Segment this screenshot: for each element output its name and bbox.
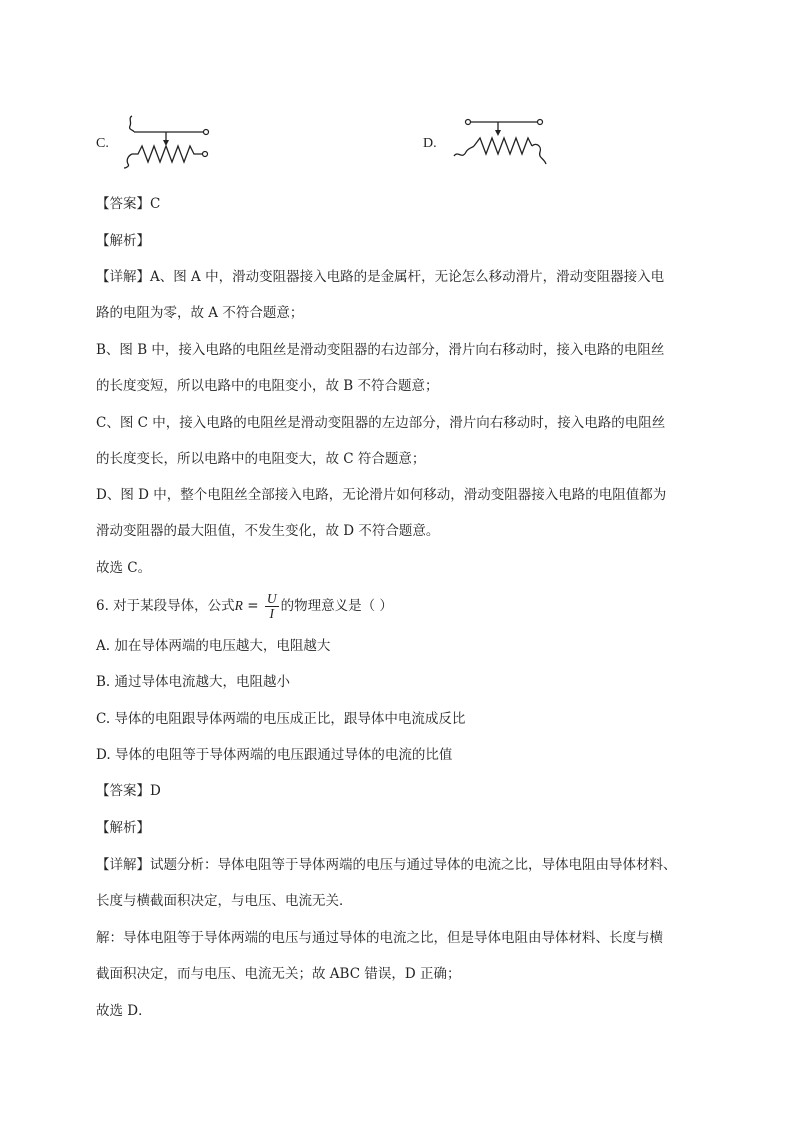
rheostat-d-diagram [450, 112, 560, 170]
q6-detail-line2: 长度与横截面积决定，与电压、电流无关． [96, 893, 353, 909]
q5-detail-b-line2: 的长度变短，所以电路中的电阻变小，故 B 不符合题意； [96, 378, 439, 394]
q6-answer: 【答案】D [96, 783, 161, 799]
q6-stem-suffix: 的物理意义是（ ） [280, 598, 393, 614]
q5-detail-a-line2: 路的电阻为零，故 A 不符合题意； [96, 305, 304, 321]
q5-conclusion: 故选 C。 [96, 560, 152, 576]
formula-eq: = [242, 598, 263, 614]
q5-detail-d-line2: 滑动变阻器的最大阻值，不发生变化，故 D 不符合题意。 [96, 523, 440, 539]
q6-option-b: B. 通过导体电流越大，电阻越小 [96, 674, 291, 690]
q6-detail-line1: 【详解】试题分析：导体电阻等于导体两端的电压与通过导体的电流之比，导体电阻由导体材料、 [96, 857, 677, 873]
q5-detail-c-line2: 的长度变长，所以电路中的电阻变大，故 C 符合题意； [96, 451, 426, 467]
formula-lhs: R [234, 598, 243, 613]
option-d-label: D. [423, 136, 437, 151]
formula-numerator: U [266, 591, 277, 606]
q6-option-d: D. 导体的电阻等于导体两端的电压跟通过导体的电流的比值 [96, 747, 453, 763]
q6-analysis-heading: 【解析】 [96, 820, 150, 836]
q5-detail-a-line1: 【详解】A、图 A 中，滑动变阻器接入电路的是金属杆，无论怎么移动滑片，滑动变阻器接入电 [96, 269, 665, 285]
q5-analysis-heading: 【解析】 [96, 233, 150, 249]
q6-conclusion: 故选 D． [96, 1003, 152, 1019]
q6-solution-line2: 截面积决定，而与电压、电流无关；故 ABC 错误，D 正确； [96, 966, 461, 982]
q5-detail-c-line1: C、图 C 中，接入电路的电阻丝是滑动变阻器的左边部分，滑片向右移动时，接入电路的电阻丝 [96, 415, 666, 431]
q6-stem-prefix: 6. 对于某段导体，公式 [96, 598, 235, 614]
option-c-label: C. [96, 136, 109, 151]
q5-answer: 【答案】C [96, 196, 161, 212]
q6-option-c: C. 导体的电阻跟导体两端的电压成正比，跟导体中电流成反比 [96, 711, 466, 727]
q5-detail-d-line1: D、图 D 中，整个电阻丝全部接入电路，无论滑片如何移动，滑动变阻器接入电路的电阻值都为 [96, 487, 667, 503]
q5-detail-b-line1: B、图 B 中，接入电路的电阻丝是滑动变阻器的右边部分，滑片向右移动时，接入电路的电阻丝 [96, 342, 665, 358]
rheostat-c-diagram [118, 110, 218, 170]
q6-stem [96, 592, 393, 621]
q6-solution-line1: 解：导体电阻等于导体两端的电压与通过导体的电流之比，但是导体电阻由导体材料、长度与横 [96, 930, 663, 946]
q6-option-a: A. 加在导体两端的电压越大，电阻越大 [96, 638, 331, 654]
formula-fraction [265, 592, 279, 621]
formula-denominator: I [269, 606, 274, 621]
